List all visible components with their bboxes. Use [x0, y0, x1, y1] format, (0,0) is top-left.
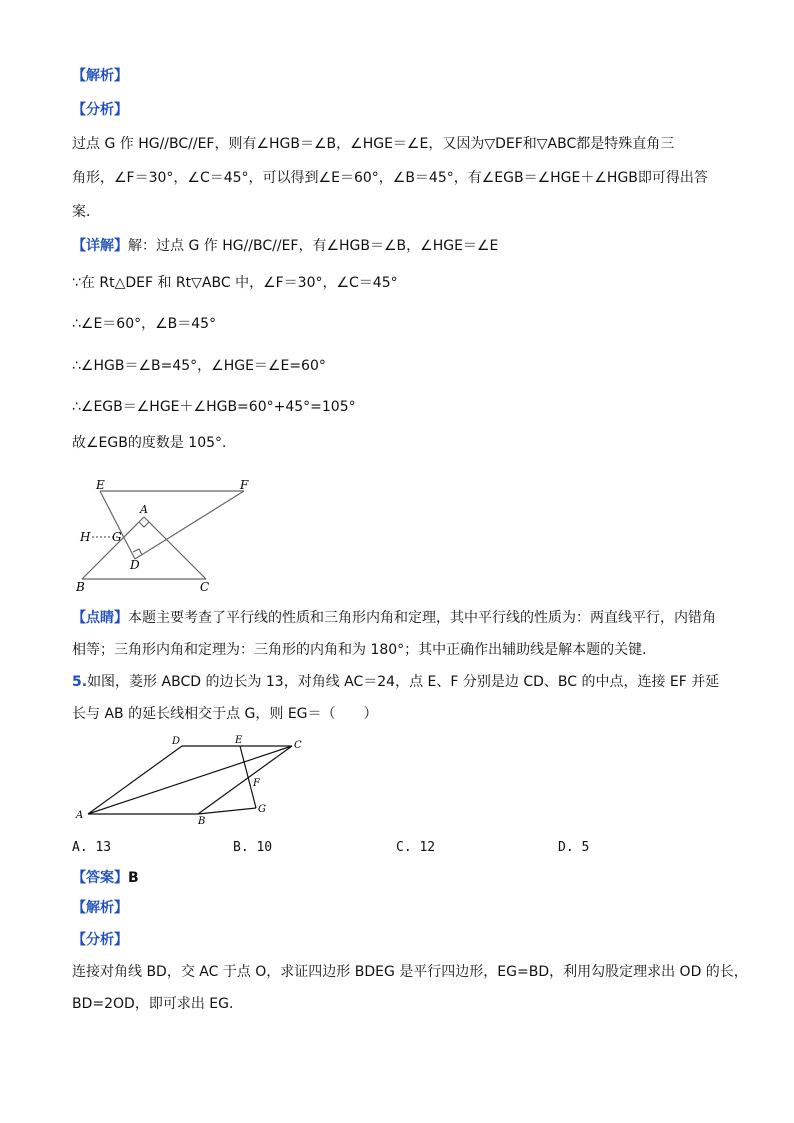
figure-rhombus	[72, 732, 312, 828]
question-5-line-1	[72, 672, 719, 692]
option-b: B. 10	[233, 840, 273, 855]
analysis-line-3: 案．	[72, 204, 100, 220]
fig1-label-H: H	[80, 530, 91, 544]
detail-text-1: 解：过点 G 作 HG//BC//EF，有∠HGB＝∠B，∠HGE＝∠E	[128, 238, 499, 254]
fig2-label-F: F	[253, 778, 260, 789]
fig2-label-C: C	[294, 740, 302, 751]
answer-value: B	[128, 870, 139, 886]
option-d: D. 5	[558, 840, 590, 855]
q5-analysis-line-2: BD=2OD，即可求出 EG．	[72, 996, 243, 1012]
fig2-label-E: E	[235, 735, 243, 746]
detail-line-6: 故∠EGB的度数是 105°．	[72, 435, 237, 451]
section-fenxi: 【分析】	[72, 102, 128, 118]
q5-analysis-line-1: 连接对角线 BD，交 AC 于点 O，求证四边形 BDEG 是平行四边形，EG=BD，利用勾股定理求出 OD 的长，	[72, 964, 748, 980]
question-5-text-1: 如图，菱形 ABCD 的边长为 13，对角线 AC＝24，点 E、F 分别是边 CD、BC 的中点，连接 EF 并延	[87, 674, 720, 690]
fig1-label-A: A	[140, 503, 148, 516]
section-jiexi: 【解析】	[72, 68, 128, 84]
detail-line-4: ∴∠HGB＝∠B=45°，∠HGE＝∠E=60°	[72, 358, 326, 374]
fig1-label-G: G	[112, 530, 122, 544]
answer-line	[72, 868, 139, 888]
fig1-label-B: B	[76, 580, 85, 594]
fig1-label-E: E	[96, 478, 105, 492]
section-dianjing: 【点睛】	[72, 610, 128, 626]
section-daan: 【答案】	[72, 870, 128, 886]
option-a: A. 13	[72, 840, 112, 855]
fig2-label-D: D	[172, 736, 181, 747]
detail-line-2: ∵在 Rt△DEF 和 Rt▽ABC 中，∠F＝30°，∠C＝45°	[72, 275, 398, 291]
comment-text-1: 本题主要考查了平行线的性质和三角形内角和定理，其中平行线的性质为：两直线平行，内错角	[128, 610, 716, 626]
detail-line-5: ∴∠EGB＝∠HGE＋∠HGB=60°+45°=105°	[72, 399, 356, 415]
analysis-line-2: 角形，∠F＝30°，∠C＝45°，可以得到∠E＝60°，∠B＝45°，有∠EGB＝∠HGE＋∠HGB即可得出答	[72, 170, 708, 186]
fig2-label-G: G	[258, 804, 266, 815]
fig1-label-C: C	[200, 580, 210, 594]
fig1-label-F: F	[240, 478, 249, 492]
figure-triangles	[72, 475, 272, 595]
detail-line-1	[72, 236, 498, 256]
question-number: 5.	[72, 674, 88, 690]
section-xiangjie: 【详解】	[72, 238, 128, 254]
fig2-label-B: B	[198, 816, 206, 827]
comment-line-2: 相等；三角形内角和定理为：三角形的内角和为 180°；其中正确作出辅助线是解本题的关键．	[72, 642, 657, 658]
section-fenxi-2: 【分析】	[72, 932, 128, 948]
comment-line-1	[72, 608, 716, 628]
question-5-line-2: 长与 AB 的延长线相交于点 G，则 EG＝（ ）	[72, 706, 378, 722]
section-jiexi-2: 【解析】	[72, 900, 128, 916]
detail-line-3: ∴∠E＝60°，∠B＝45°	[72, 316, 217, 332]
analysis-line-1: 过点 G 作 HG//BC//EF，则有∠HGB＝∠B，∠HGE＝∠E，又因为▽DEF和▽ABC都是特殊直角三	[72, 136, 675, 152]
fig2-label-A: A	[76, 810, 84, 821]
fig1-label-D: D	[130, 558, 140, 572]
option-c: C. 12	[396, 840, 436, 855]
